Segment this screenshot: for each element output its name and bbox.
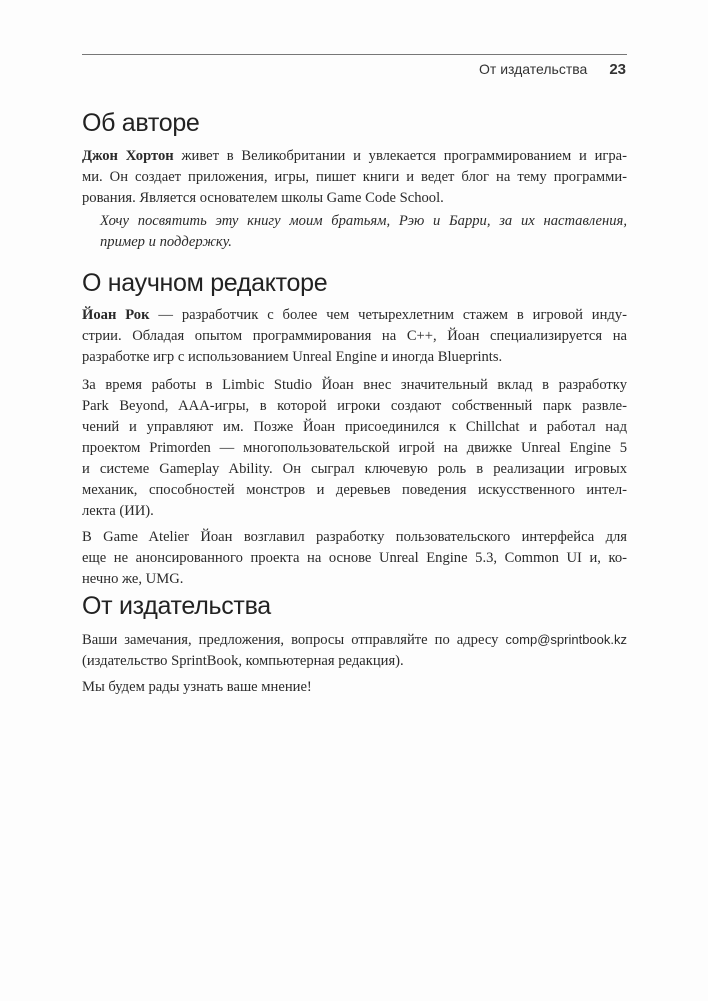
author-name: Джон Хортон bbox=[82, 148, 174, 164]
dedication: Хочу посвятить эту книгу моим братьям, Рэю и Барри, за их наставления, пример и поддержку. bbox=[100, 213, 627, 250]
publisher-paragraph: Ваши замечания, предложения, вопросы отправляйте по адресу comp@sprintbook.kz (издательство SprintBook, компьютерная редакция). bbox=[82, 632, 627, 669]
editor-paragraph-3: В Game Atelier Йоан возглавил разработку пользовательского интерфейса для еще не анонсированного проекта на основе Unreal Engine 5.3, Common UI и, ко- нечно же, UMG. bbox=[82, 529, 627, 587]
editor-paragraph-1: Йоан Рок — разработчик с более чем четырехлетним стажем в игровой инду- стрии. Обладая опытом программирования на C++, Йоан специализируется на разработке игр с использованием Unreal Engine и иногда Blueprints. bbox=[82, 307, 628, 365]
publisher-closing: Мы будем рады узнать ваше мнение! bbox=[82, 679, 312, 695]
editor-name: Йоан Рок bbox=[82, 307, 150, 323]
page-number: 23 bbox=[609, 61, 626, 78]
running-header bbox=[479, 61, 626, 78]
email-link[interactable]: comp@sprintbook.kz bbox=[505, 632, 627, 647]
heading-about-editor: О научном редакторе bbox=[82, 269, 328, 297]
heading-publisher: От издательства bbox=[82, 592, 271, 620]
author-paragraph: Джон Хортон живет в Великобритании и увлекается программированием и игра- ми. Он создает приложения, игры, пишет книги и ведет блог на тему программи- рования. Является основателем школы Game Code School. bbox=[82, 148, 628, 206]
header-rule bbox=[82, 54, 627, 55]
editor-paragraph-2: За время работы в Limbic Studio Йоан внес значительный вклад в разработку Park Beyond, AAA-игры, в которой игроки создают собственный парк развле- чений и управляют им. Позже Йоан присоединился к Chillchat и работал над проектом Primorden — многопользовательской игрой на движке Unreal Engine 5 и системе Gameplay Ability. Он сыграл ключевую роль в реализации игровых механик, способностей монстров и деревьев поведения искусственного интел- лекта (ИИ). bbox=[82, 377, 627, 519]
heading-about-author: Об авторе bbox=[82, 109, 200, 137]
running-header-section: От издательства bbox=[479, 61, 588, 77]
